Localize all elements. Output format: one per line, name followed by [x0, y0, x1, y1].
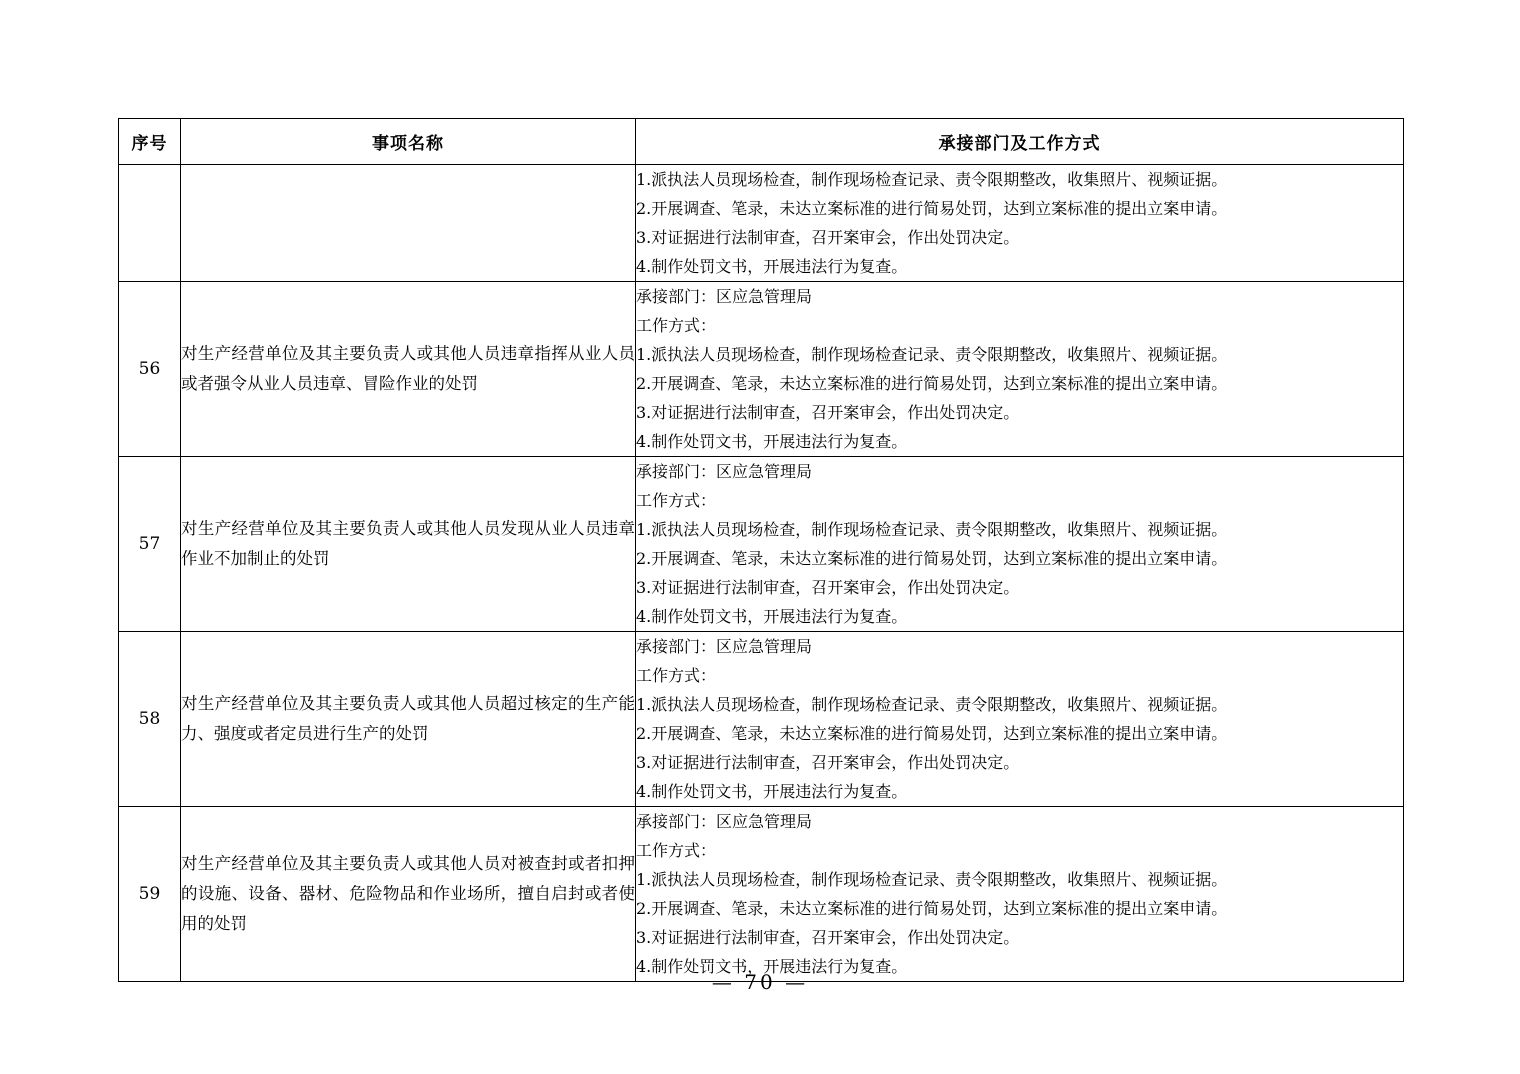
workflow-line: 2.开展调查、笔录，未达立案标准的进行简易处罚，达到立案标准的提出立案申请。 — [636, 199, 1228, 218]
matters-table — [118, 118, 1404, 982]
workflow-line: 工作方式： — [636, 316, 717, 335]
cell-matter-name: 对生产经营单位及其主要负责人或其他人员发现从业人员违章作业不加制止的处罚 — [181, 457, 636, 632]
header-department-and-workflow: 承接部门及工作方式 — [636, 119, 1404, 165]
workflow-line: 3.对证据进行法制审查，召开案审会，作出处罚决定。 — [636, 228, 1020, 247]
workflow-line: 1.派执法人员现场检查，制作现场检查记录、责令限期整改，收集照片、视频证据。 — [636, 170, 1228, 189]
cell-sequence-number: 56 — [119, 282, 181, 457]
workflow-line: 4.制作处罚文书，开展违法行为复查。 — [636, 257, 908, 276]
workflow-line: 3.对证据进行法制审查，召开案审会，作出处罚决定。 — [636, 578, 1020, 597]
workflow-line: 2.开展调查、笔录，未达立案标准的进行简易处罚，达到立案标准的提出立案申请。 — [636, 724, 1228, 743]
cell-sequence-number: 57 — [119, 457, 181, 632]
workflow-line: 1.派执法人员现场检查，制作现场检查记录、责令限期整改，收集照片、视频证据。 — [636, 695, 1228, 714]
cell-department-and-workflow — [636, 282, 1404, 457]
cell-matter-name: 对生产经营单位及其主要负责人或其他人员违章指挥从业人员或者强令从业人员违章、冒险作业的处罚 — [181, 282, 636, 457]
table-row — [119, 632, 1404, 807]
header-sequence-number: 序号 — [119, 119, 181, 165]
workflow-line: 承接部门：区应急管理局 — [636, 637, 813, 656]
workflow-line: 1.派执法人员现场检查，制作现场检查记录、责令限期整改，收集照片、视频证据。 — [636, 520, 1228, 539]
workflow-line: 工作方式： — [636, 841, 717, 860]
workflow-line: 3.对证据进行法制审查，召开案审会，作出处罚决定。 — [636, 403, 1020, 422]
table-body — [119, 165, 1404, 982]
table-row — [119, 807, 1404, 982]
workflow-line: 承接部门：区应急管理局 — [636, 462, 813, 481]
workflow-line: 工作方式： — [636, 491, 717, 510]
workflow-line: 2.开展调查、笔录，未达立案标准的进行简易处罚，达到立案标准的提出立案申请。 — [636, 374, 1228, 393]
workflow-line: 3.对证据进行法制审查，召开案审会，作出处罚决定。 — [636, 753, 1020, 772]
workflow-line: 承接部门：区应急管理局 — [636, 812, 813, 831]
cell-matter-name: 对生产经营单位及其主要负责人或其他人员超过核定的生产能力、强度或者定员进行生产的处罚 — [181, 632, 636, 807]
workflow-line: 4.制作处罚文书，开展违法行为复查。 — [636, 957, 908, 976]
cell-sequence-number — [119, 165, 181, 282]
cell-sequence-number: 59 — [119, 807, 181, 982]
header-matter-name: 事项名称 — [181, 119, 636, 165]
workflow-line: 2.开展调查、笔录，未达立案标准的进行简易处罚，达到立案标准的提出立案申请。 — [636, 549, 1228, 568]
cell-department-and-workflow — [636, 457, 1404, 632]
table-header-row — [119, 119, 1404, 165]
table-row — [119, 282, 1404, 457]
workflow-line: 承接部门：区应急管理局 — [636, 287, 813, 306]
workflow-line: 1.派执法人员现场检查，制作现场检查记录、责令限期整改，收集照片、视频证据。 — [636, 345, 1228, 364]
cell-department-and-workflow — [636, 807, 1404, 982]
workflow-line: 2.开展调查、笔录，未达立案标准的进行简易处罚，达到立案标准的提出立案申请。 — [636, 899, 1228, 918]
workflow-line: 工作方式： — [636, 666, 717, 685]
cell-matter-name — [181, 165, 636, 282]
workflow-line: 4.制作处罚文书，开展违法行为复查。 — [636, 782, 908, 801]
workflow-line: 4.制作处罚文书，开展违法行为复查。 — [636, 607, 908, 626]
table-row — [119, 165, 1404, 282]
cell-sequence-number: 58 — [119, 632, 181, 807]
table-row — [119, 457, 1404, 632]
page-number: — 70 — — [711, 970, 809, 994]
workflow-line: 3.对证据进行法制审查，召开案审会，作出处罚决定。 — [636, 928, 1020, 947]
workflow-line: 4.制作处罚文书，开展违法行为复查。 — [636, 432, 908, 451]
cell-department-and-workflow — [636, 632, 1404, 807]
cell-matter-name: 对生产经营单位及其主要负责人或其他人员对被查封或者扣押的设施、设备、器材、危险物品和作业场所，擅自启封或者使用的处罚 — [181, 807, 636, 982]
cell-department-and-workflow — [636, 165, 1404, 282]
workflow-line: 1.派执法人员现场检查，制作现场检查记录、责令限期整改，收集照片、视频证据。 — [636, 870, 1228, 889]
